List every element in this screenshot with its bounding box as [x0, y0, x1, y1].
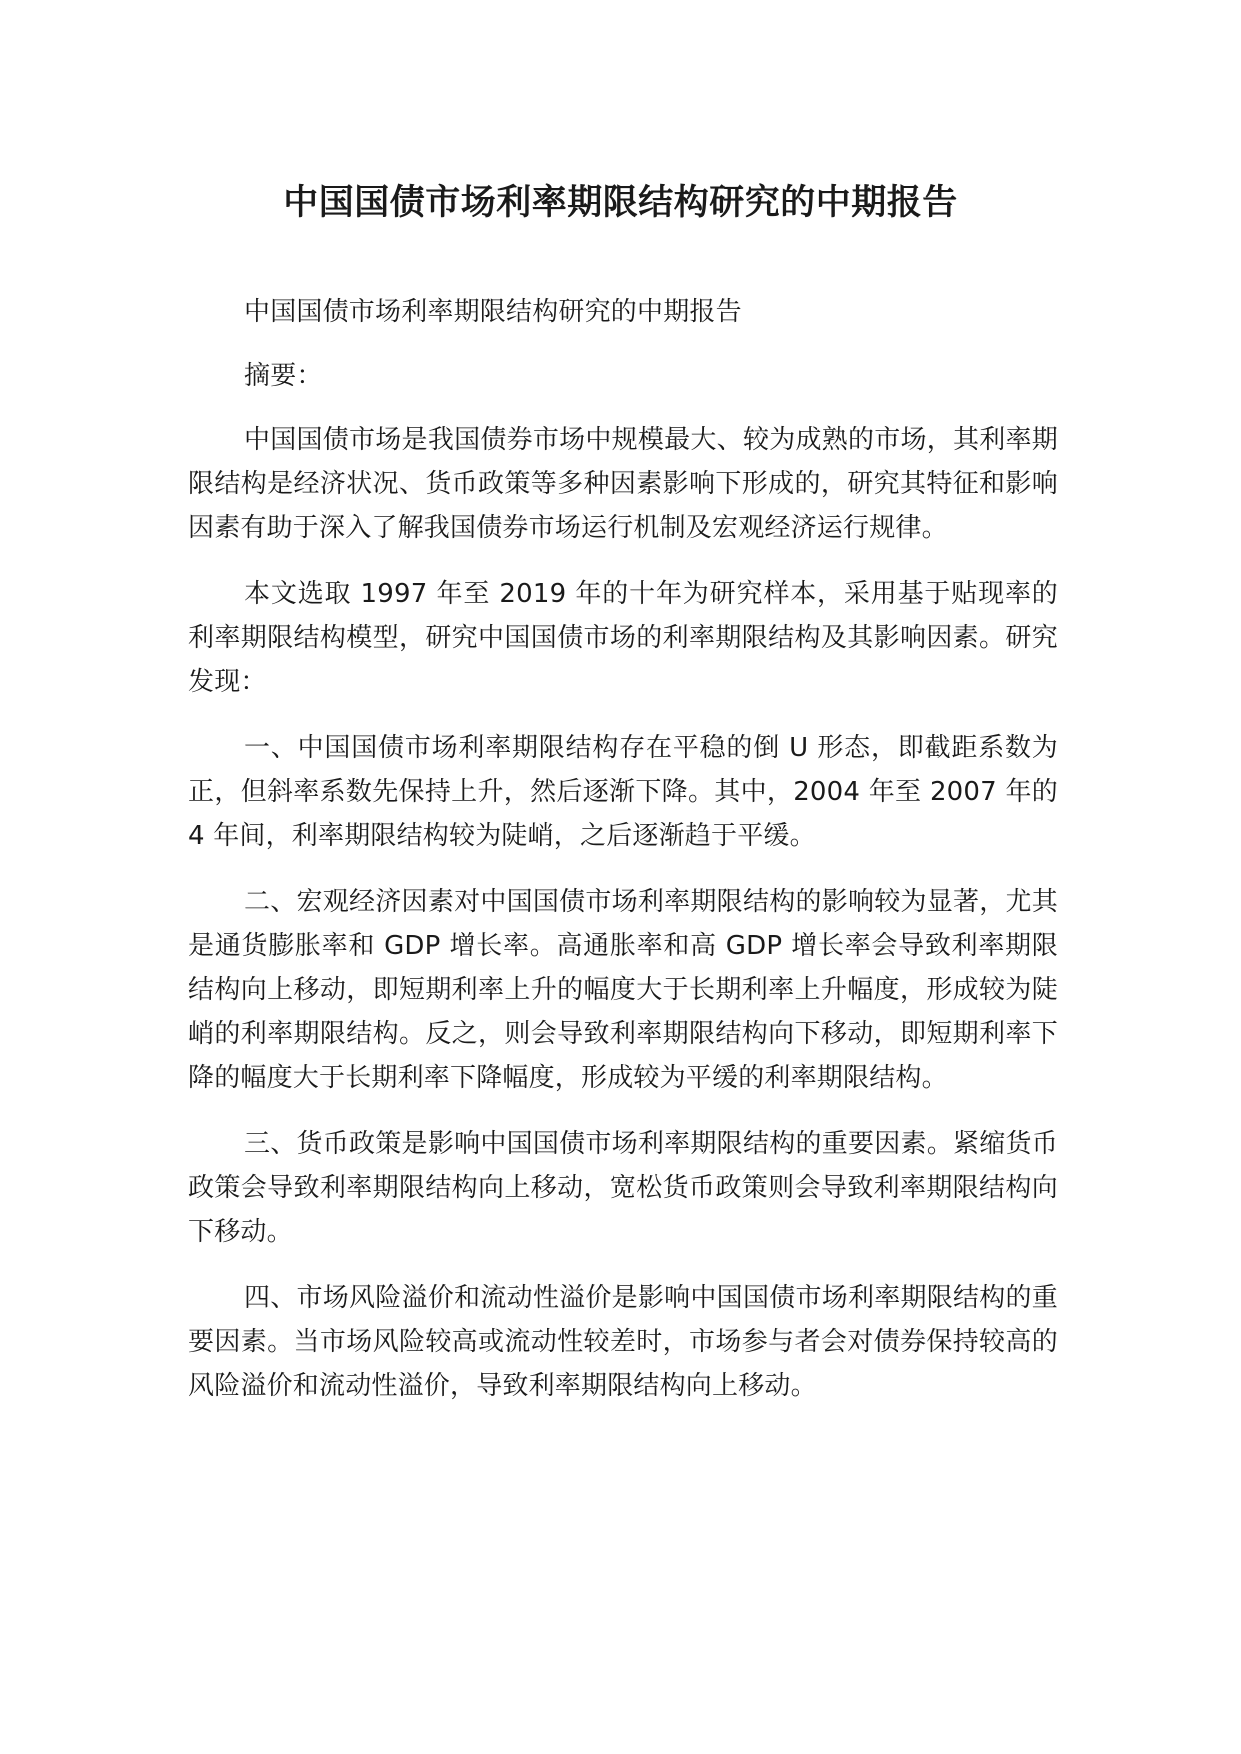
abstract-heading: 摘要：	[244, 361, 323, 391]
method-paragraph: 本文选取 1997 年至 2019 年的十年为研究样本，采用基于贴现率的利率期限结构模型，研究中国国债市场的利率期限结构及其影响因素。研究发现：	[188, 579, 1058, 697]
document-body	[188, 290, 1058, 1430]
finding-2-paragraph: 二、宏观经济因素对中国国债市场利率期限结构的影响较为显著，尤其是通货膨胀率和 GDP 增长率。高通胀率和高 GDP 增长率会导致利率期限结构向上移动，即短期利率上升的幅度大于长期利率上升幅度，形成较为陡峭的利率期限结构。反之，则会导致利率期限结构向下移动，即短期利率下降的幅度大于长期利率下降幅度，形成较为平缓的利率期限结构。	[188, 887, 1058, 1093]
finding-4-paragraph: 四、市场风险溢价和流动性溢价是影响中国国债市场利率期限结构的重要因素。当市场风险较高或流动性较差时，市场参与者会对债券保持较高的风险溢价和流动性溢价，导致利率期限结构向上移动。	[188, 1283, 1058, 1401]
finding-3-paragraph: 三、货币政策是影响中国国债市场利率期限结构的重要因素。紧缩货币政策会导致利率期限结构向上移动，宽松货币政策则会导致利率期限结构向下移动。	[188, 1129, 1058, 1247]
intro-paragraph: 中国国债市场是我国债券市场中规模最大、较为成熟的市场，其利率期限结构是经济状况、货币政策等多种因素影响下形成的，研究其特征和影响因素有助于深入了解我国债券市场运行机制及宏观经济运行规律。	[188, 425, 1058, 543]
finding-1-paragraph: 一、中国国债市场利率期限结构存在平稳的倒 U 形态，即截距系数为正，但斜率系数先保持上升，然后逐渐下降。其中，2004 年至 2007 年的 4 年间，利率期限结构较为陡峭，之后逐渐趋于平缓。	[188, 733, 1058, 851]
document-title: 中国国债市场利率期限结构研究的中期报告	[283, 183, 958, 223]
subtitle-paragraph: 中国国债市场利率期限结构研究的中期报告	[244, 297, 742, 327]
